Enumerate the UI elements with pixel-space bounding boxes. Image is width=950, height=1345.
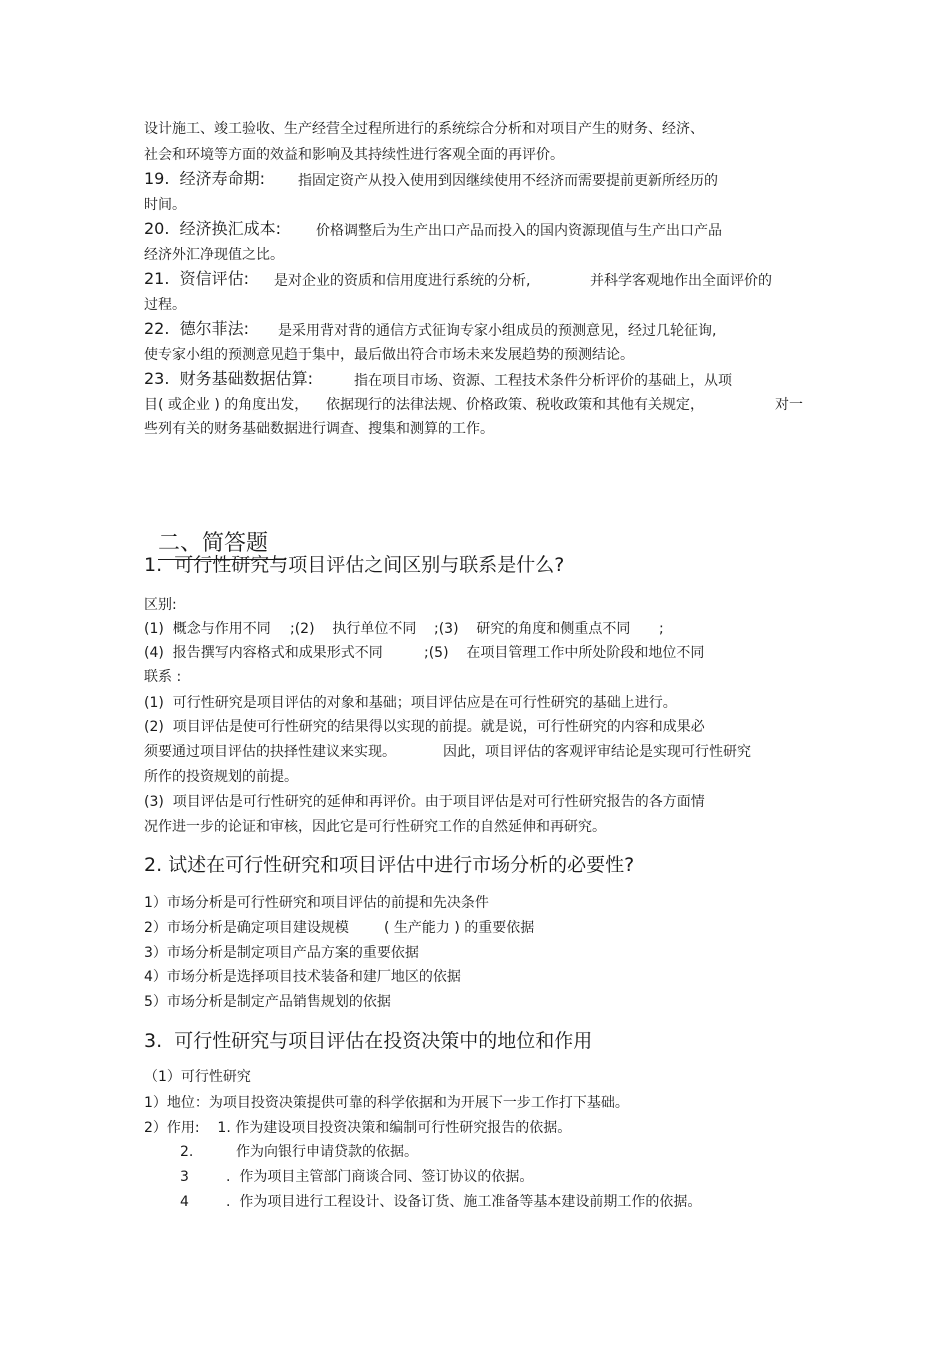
list-item: ; [659, 621, 664, 637]
list-item: . 作为项目主管部门商谈合同、签订协议的依据。 [226, 1169, 534, 1185]
definition-text: 指在项目市场、资源、工程技术条件分析评价的基础上，从项 [354, 373, 732, 389]
list-item: 5）市场分析是制定产品销售规划的依据 [144, 994, 391, 1010]
question-title: 3. 可行性研究与项目评估在投资决策中的地位和作用 [144, 1030, 593, 1052]
label-text: 联系 : [144, 669, 182, 685]
definition-term: 20. 经济换汇成本: [144, 219, 282, 238]
list-item: ;(3) 研究的角度和侧重点不同 [434, 621, 631, 637]
label-text: 区别: [144, 597, 177, 613]
definition-text: 时间。 [144, 197, 186, 213]
definition-term: 22. 德尔菲法: [144, 319, 250, 338]
definition-text: 过程。 [144, 297, 186, 313]
list-item: 4）市场分析是选择项目技术装备和建厂地区的依据 [144, 969, 461, 985]
sub-heading: （1）可行性研究 [144, 1069, 251, 1085]
list-item: 因此，项目评估的客观评审结论是实现可行性研究 [443, 744, 751, 760]
section-title: 二、简答题 [158, 531, 286, 560]
definition-text: 价格调整后为生产出口产品而投入的国内资源现值与生产出口产品 [316, 223, 722, 239]
list-item: (4) 报告撰写内容格式和成果形式不同 [144, 645, 383, 661]
list-item: 1）地位：为项目投资决策提供可靠的科学依据和为开展下一步工作打下基础。 [144, 1095, 629, 1111]
question-title: 2. 试述在可行性研究和项目评估中进行市场分析的必要性? [144, 854, 635, 876]
list-item-number: 4 [180, 1194, 189, 1210]
definition-text: 是对企业的资质和信用度进行系统的分析, [274, 273, 531, 289]
list-item: 作为向银行申请贷款的依据。 [236, 1144, 418, 1160]
list-item-number: 3 [180, 1169, 189, 1185]
definition-text: 目( 或企业 ) 的角度出发， [144, 397, 309, 413]
definition-text: 对一 [775, 397, 803, 413]
list-item: 2）市场分析是确定项目建设规模 [144, 920, 349, 936]
definition-text: 设计施工、竣工验收、生产经营全过程所进行的系统综合分析和对项目产生的财务、经济、 [144, 121, 704, 137]
definition-term: 19. 经济寿命期: [144, 169, 266, 188]
list-item: 1）市场分析是可行性研究和项目评估的前提和先决条件 [144, 895, 489, 911]
definition-text: 并科学客观地作出全面评价的 [590, 273, 772, 289]
list-item: 3）市场分析是制定项目产品方案的重要依据 [144, 945, 419, 961]
list-item: ;(2) 执行单位不同 [290, 621, 417, 637]
section-heading [144, 502, 286, 558]
definition-text: 依据现行的法律法规、价格政策、税收政策和其他有关规定， [326, 397, 704, 413]
list-item: (2) 项目评估是使可行性研究的结果得以实现的前提。就是说，可行性研究的内容和成果必 [144, 719, 705, 735]
definition-text: 经济外汇净现值之比。 [144, 247, 284, 263]
list-item: (3) 项目评估是可行性研究的延伸和再评价。由于项目评估是对可行性研究报告的各方面情 [144, 794, 705, 810]
question-title: 1. 可行性研究与项目评估之间区别与联系是什么? [144, 554, 565, 576]
list-item: (1) 概念与作用不同 [144, 621, 271, 637]
list-item: . 作为项目进行工程设计、设备订货、施工准备等基本建设前期工作的依据。 [226, 1194, 702, 1210]
definition-term: 21. 资信评估: [144, 269, 250, 288]
definition-text: 些列有关的财务基础数据进行调查、搜集和测算的工作。 [144, 421, 494, 437]
list-item: ;(5) 在项目管理工作中所处阶段和地位不同 [424, 645, 705, 661]
list-item-number: 2. [180, 1144, 194, 1160]
list-item: (1) 可行性研究是项目评估的对象和基础；项目评估应是在可行性研究的基础上进行。 [144, 695, 677, 711]
list-item: 须要通过项目评估的抉择性建议来实现。 [144, 744, 396, 760]
definition-text: 使专家小组的预测意见趋于集中，最后做出符合市场未来发展趋势的预测结论。 [144, 347, 634, 363]
list-item: 况作进一步的论证和审核，因此它是可行性研究工作的自然延伸和再研究。 [144, 819, 606, 835]
definition-text: 指固定资产从投入使用到因继续使用不经济而需要提前更新所经历的 [298, 173, 718, 189]
list-item: 所作的投资规划的前提。 [144, 769, 298, 785]
definition-term: 23. 财务基础数据估算: [144, 369, 314, 388]
list-item: 2）作用: 1. 作为建设项目投资决策和编制可行性研究报告的依据。 [144, 1120, 572, 1136]
definition-text: 是采用背对背的通信方式征询专家小组成员的预测意见，经过几轮征询, [278, 323, 717, 339]
definition-text: 社会和环境等方面的效益和影响及其持续性进行客观全面的再评价。 [144, 147, 564, 163]
list-item: ( 生产能力 ) 的重要依据 [384, 920, 535, 936]
